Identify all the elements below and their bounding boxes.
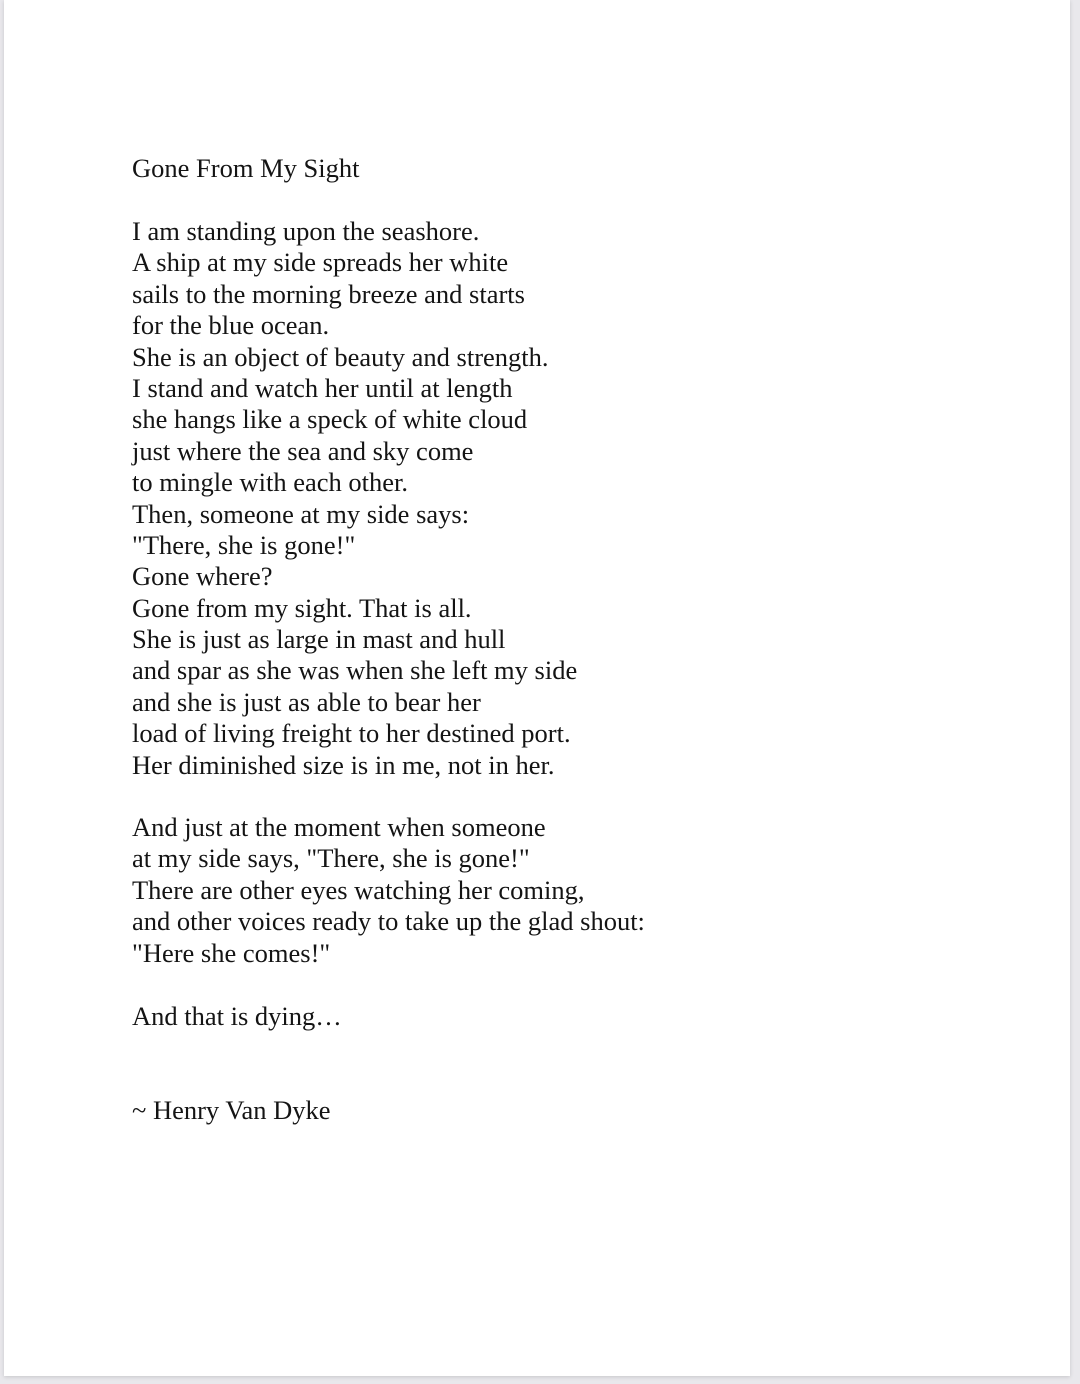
poem-line: "Here she comes!" [132,937,331,968]
poem-line: I stand and watch her until at length [132,372,513,403]
poem-line: A ship at my side spreads her white [132,247,509,278]
poem-line: and other voices ready to take up the glad shout: [132,906,645,937]
poem-line: and spar as she was when she left my side [132,655,578,686]
author-signature: ~ Henry Van Dyke [132,1095,331,1125]
poem-line: for the blue ocean. [132,310,330,341]
poem-line: Her diminished size is in me, not in her. [132,749,555,780]
poem-line: Gone where? [132,561,273,592]
poem-line: Gone from my sight. That is all. [132,592,472,623]
poem-line: She is just as large in mast and hull [132,624,506,655]
poem-line: She is an object of beauty and strength. [132,341,549,372]
poem-line: "There, she is gone!" [132,529,356,560]
poem-line: There are other eyes watching her coming, [132,874,585,905]
document-page [4,0,1070,1376]
poem-line: at my side says, "There, she is gone!" [132,843,530,874]
poem-line: and she is just as able to bear her [132,686,481,717]
poem-line: just where the sea and sky come [132,435,474,466]
poem-line: sails to the morning breeze and starts [132,278,525,309]
poem-line: I am standing upon the seashore. [132,216,480,246]
stanza-3 [132,1001,342,1032]
poem-line: And just at the moment when someone [132,812,546,842]
poem-title: Gone From My Sight [132,153,360,183]
poem-line: to mingle with each other. [132,467,408,498]
poem-line: And that is dying… [132,1001,342,1031]
stanza-1 [132,216,577,781]
poem-line: Then, someone at my side says: [132,498,470,529]
poem-line: load of living freight to her destined port. [132,718,571,749]
stanza-2 [132,812,645,969]
poem-line: she hangs like a speck of white cloud [132,404,528,435]
